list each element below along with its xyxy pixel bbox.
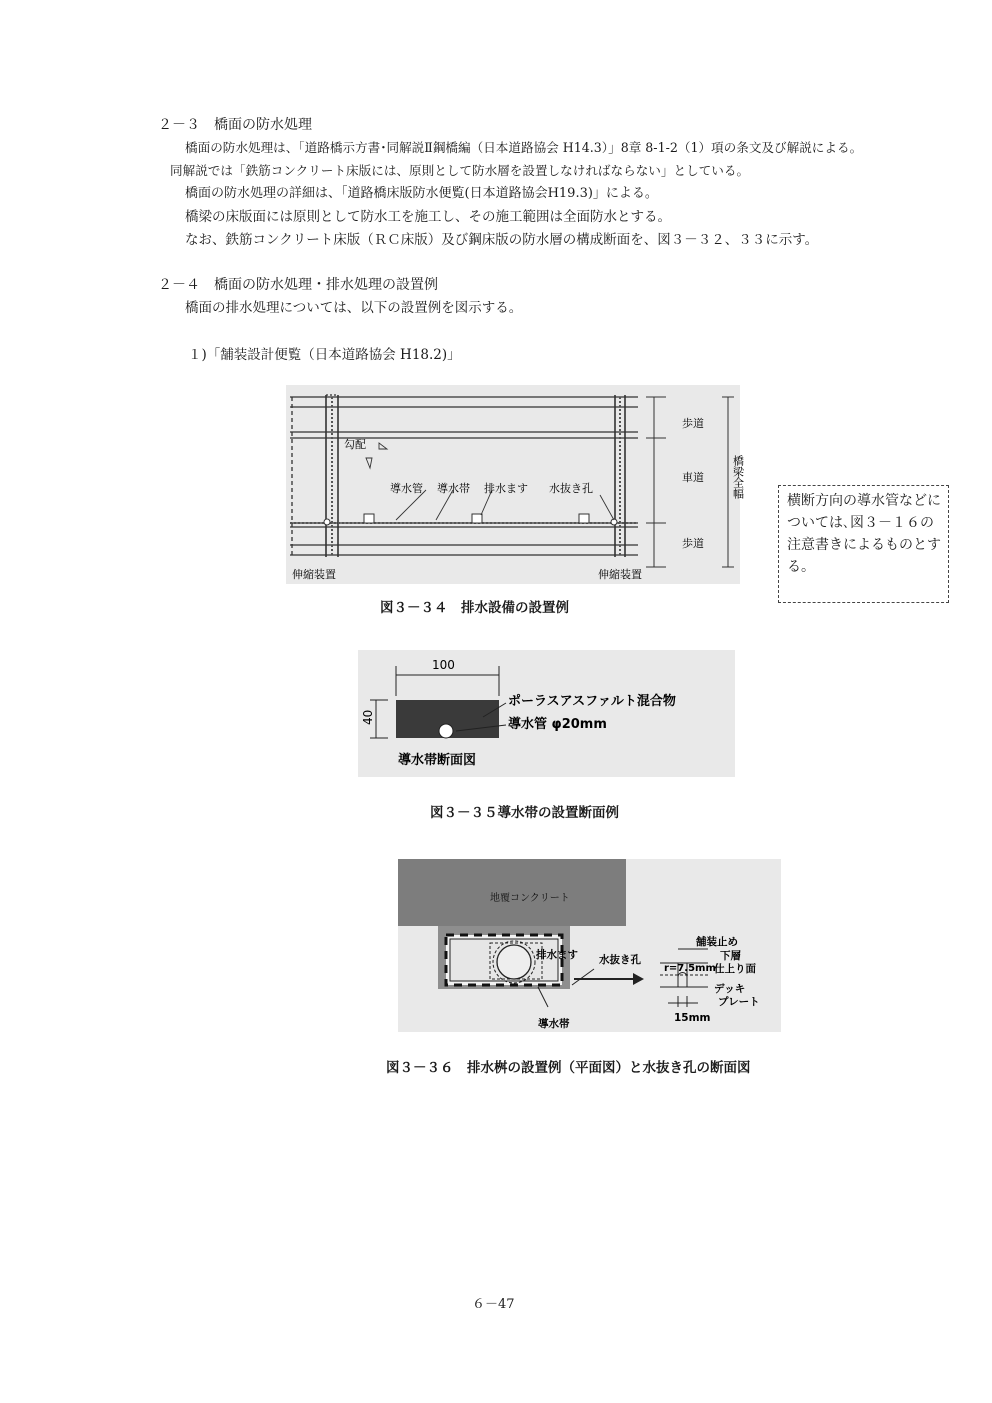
fig34-label-band: 導水帯 bbox=[437, 482, 470, 495]
fig36-label-15mm: 15mm bbox=[674, 1012, 711, 1024]
fig34-label-basin: 排水ます bbox=[484, 482, 528, 495]
fig36-label-concrete: 地覆コンクリート bbox=[490, 893, 570, 904]
section-2-3-line3: 橋面の防水処理の詳細は、「道路橋床版防水便覧(日本道路協会H19.3)」による。 bbox=[185, 186, 658, 201]
fig34-label-width: 橋梁全幅 bbox=[731, 455, 745, 499]
side-note bbox=[778, 485, 949, 603]
fig36-label-basin: 排水ます bbox=[536, 949, 578, 961]
section-2-3-heading: ２－３ 橋面の防水処理 bbox=[158, 117, 312, 133]
fig36-label-lower-layer: 下層 bbox=[720, 950, 741, 962]
figure-3-34-drawing bbox=[286, 385, 745, 584]
figure-3-35 bbox=[358, 650, 735, 777]
section-2-3-line1: 橋面の防水処理は、「道路橋示方書･同解説Ⅱ鋼橋編（日本道路協会 H14.3）」8章 8-1-2（1）項の条文及び解説による。 bbox=[185, 140, 863, 155]
page-number: ６－47 bbox=[472, 1297, 515, 1312]
figure-3-35-drawing bbox=[358, 650, 735, 777]
fig35-dim-width: 100 bbox=[432, 658, 455, 672]
figure-3-34 bbox=[286, 385, 745, 584]
fig36-label-finish-surface: 仕上り面 bbox=[714, 963, 756, 975]
fig35-dim-height: 40 bbox=[361, 709, 375, 725]
figure-3-36-drawing bbox=[398, 859, 781, 1032]
fig36-label-deck: デッキ bbox=[714, 983, 746, 995]
section-2-3-line4: 橋梁の床版面には原則として防水工を施工し、その施工範囲は全面防水とする。 bbox=[185, 209, 671, 225]
figure-3-34-caption: 図３－３４ 排水設備の設置例 bbox=[380, 600, 569, 616]
figure-3-36-caption: 図３－３６ 排水桝の設置例（平面図）と水抜き孔の断面図 bbox=[386, 1060, 751, 1076]
section-2-3-line2: 同解説では「鉄筋コンクリート床版には、原則として防水層を設置しなければならない」としている。 bbox=[170, 163, 750, 178]
fig34-label-joint-left: 伸縮装置 bbox=[292, 568, 336, 581]
figure-3-36 bbox=[398, 859, 781, 1032]
fig34-label-sidewalk-bottom: 歩道 bbox=[682, 537, 704, 550]
fig36-label-plate: プレート bbox=[718, 996, 760, 1008]
side-note-text: 横断方向の導水管などについては､図３－１６の注意書きによるものとする。 bbox=[787, 493, 941, 575]
fig36-label-band: 導水帯 bbox=[538, 1018, 570, 1030]
fig35-label-pipe: 導水管 φ20mm bbox=[508, 717, 607, 732]
section-2-4-item1: １)「舗装設計便覧（日本道路協会 H18.2)」 bbox=[188, 347, 461, 363]
figure-3-35-caption: 図３－３５導水帯の設置断面例 bbox=[430, 805, 619, 821]
fig36-label-pavement-stop: 舗装止め bbox=[696, 936, 738, 948]
fig34-label-roadway: 車道 bbox=[682, 471, 704, 484]
fig34-label-sidewalk-top: 歩道 bbox=[682, 417, 704, 430]
fig34-label-drain-hole: 水抜き孔 bbox=[549, 482, 593, 495]
fig34-label-pipe: 導水管 bbox=[390, 482, 423, 495]
section-2-3-line5: なお、鉄筋コンクリート床版（ＲＣ床版）及び鋼床版の防水層の構成断面を、図３－３２、３３に示す。 bbox=[185, 232, 819, 248]
fig35-label-title: 導水帯断面図 bbox=[398, 753, 477, 768]
fig36-label-drain-hole: 水抜き孔 bbox=[599, 954, 641, 966]
fig34-label-slope: 勾配 bbox=[344, 438, 366, 451]
fig35-label-material: ポーラスアスファルト混合物 bbox=[508, 694, 676, 709]
fig34-label-joint-right: 伸縮装置 bbox=[598, 568, 642, 581]
fig36-label-radius: r=7.5mm bbox=[664, 963, 716, 974]
section-2-4-heading: ２－４ 橋面の防水処理・排水処理の設置例 bbox=[158, 277, 438, 293]
section-2-4-line1: 橋面の排水処理については、以下の設置例を図示する。 bbox=[185, 300, 523, 316]
